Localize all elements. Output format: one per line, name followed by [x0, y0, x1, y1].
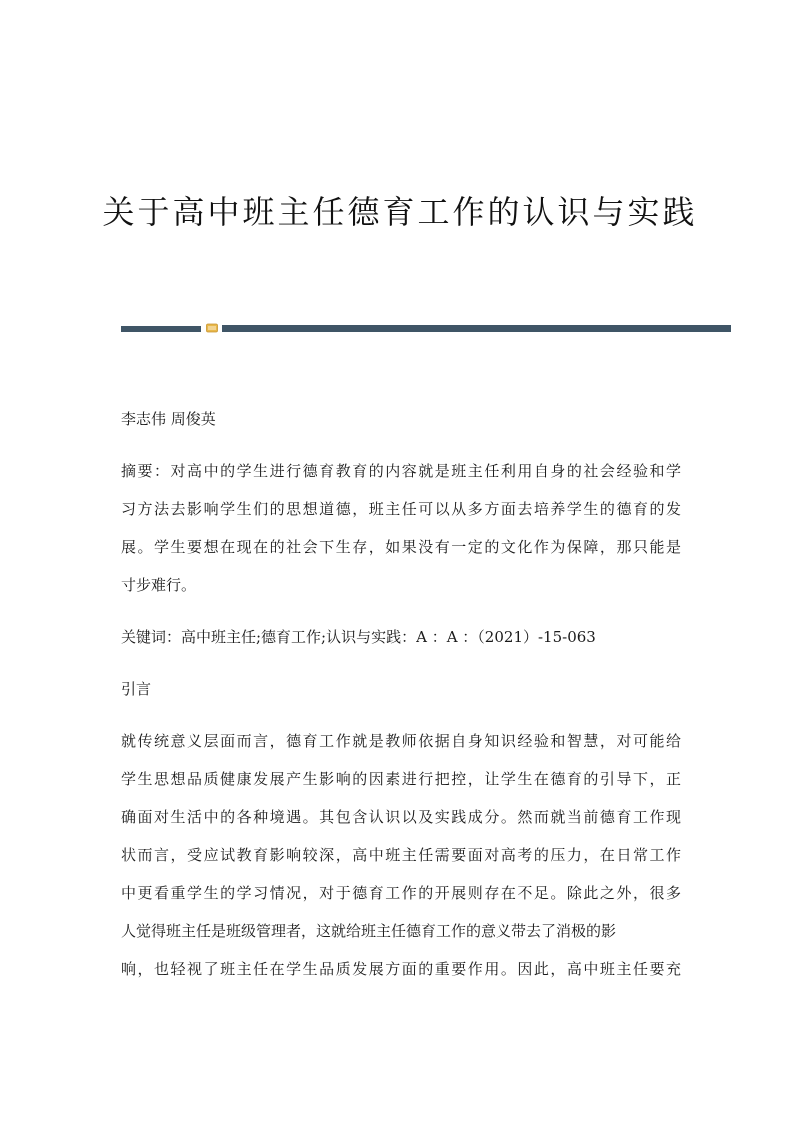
divider-bar-left — [121, 326, 201, 332]
body-line: 人觉得班主任是班级管理者，这就给班主任德育工作的意义带去了消极的影 — [121, 922, 617, 940]
document-body — [121, 400, 681, 988]
keywords: 关键词：高中班主任;德育工作;认识与实践：A ：A ：（2021）-15-063 — [121, 628, 596, 646]
body-line: 响，也轻视了班主任在学生品质发展方面的重要作用。因此，高中班主任要充 — [121, 960, 681, 978]
title-divider — [121, 325, 731, 333]
body-line: 确面对生活中的各种境遇。其包含认识以及实践成分。然而就当前德育工作现 — [121, 808, 681, 826]
section-heading-intro: 引言 — [121, 680, 152, 698]
body-line: 学生思想品质健康发展产生影响的因素进行把控，让学生在德育的引导下，正 — [121, 770, 681, 788]
abstract-line: 展。学生要想在现在的社会下生存，如果没有一定的文化作为保障，那只能是 — [121, 538, 681, 556]
abstract — [121, 452, 681, 604]
body-line: 就传统意义层面而言，德育工作就是教师依据自身知识经验和智慧，对可能给 — [121, 732, 681, 750]
abstract-line: 摘要：对高中的学生进行德育教育的内容就是班主任利用自身的社会经验和学 — [121, 462, 681, 480]
body-line: 中更看重学生的学习情况，对于德育工作的开展则存在不足。除此之外，很多 — [121, 884, 681, 902]
intro-paragraph — [121, 722, 681, 988]
divider-bar-right — [222, 325, 731, 332]
divider-ornament-icon — [206, 323, 218, 333]
document-title: 关于高中班主任德育工作的认识与实践 — [102, 193, 698, 231]
abstract-line: 寸步难行。 — [121, 576, 197, 594]
body-line: 状而言，受应试教育影响较深，高中班主任需要面对高考的压力，在日常工作 — [121, 846, 681, 864]
abstract-line: 习方法去影响学生们的思想道德，班主任可以从多方面去培养学生的德育的发 — [121, 500, 681, 518]
authors: 李志伟 周俊英 — [121, 410, 216, 428]
